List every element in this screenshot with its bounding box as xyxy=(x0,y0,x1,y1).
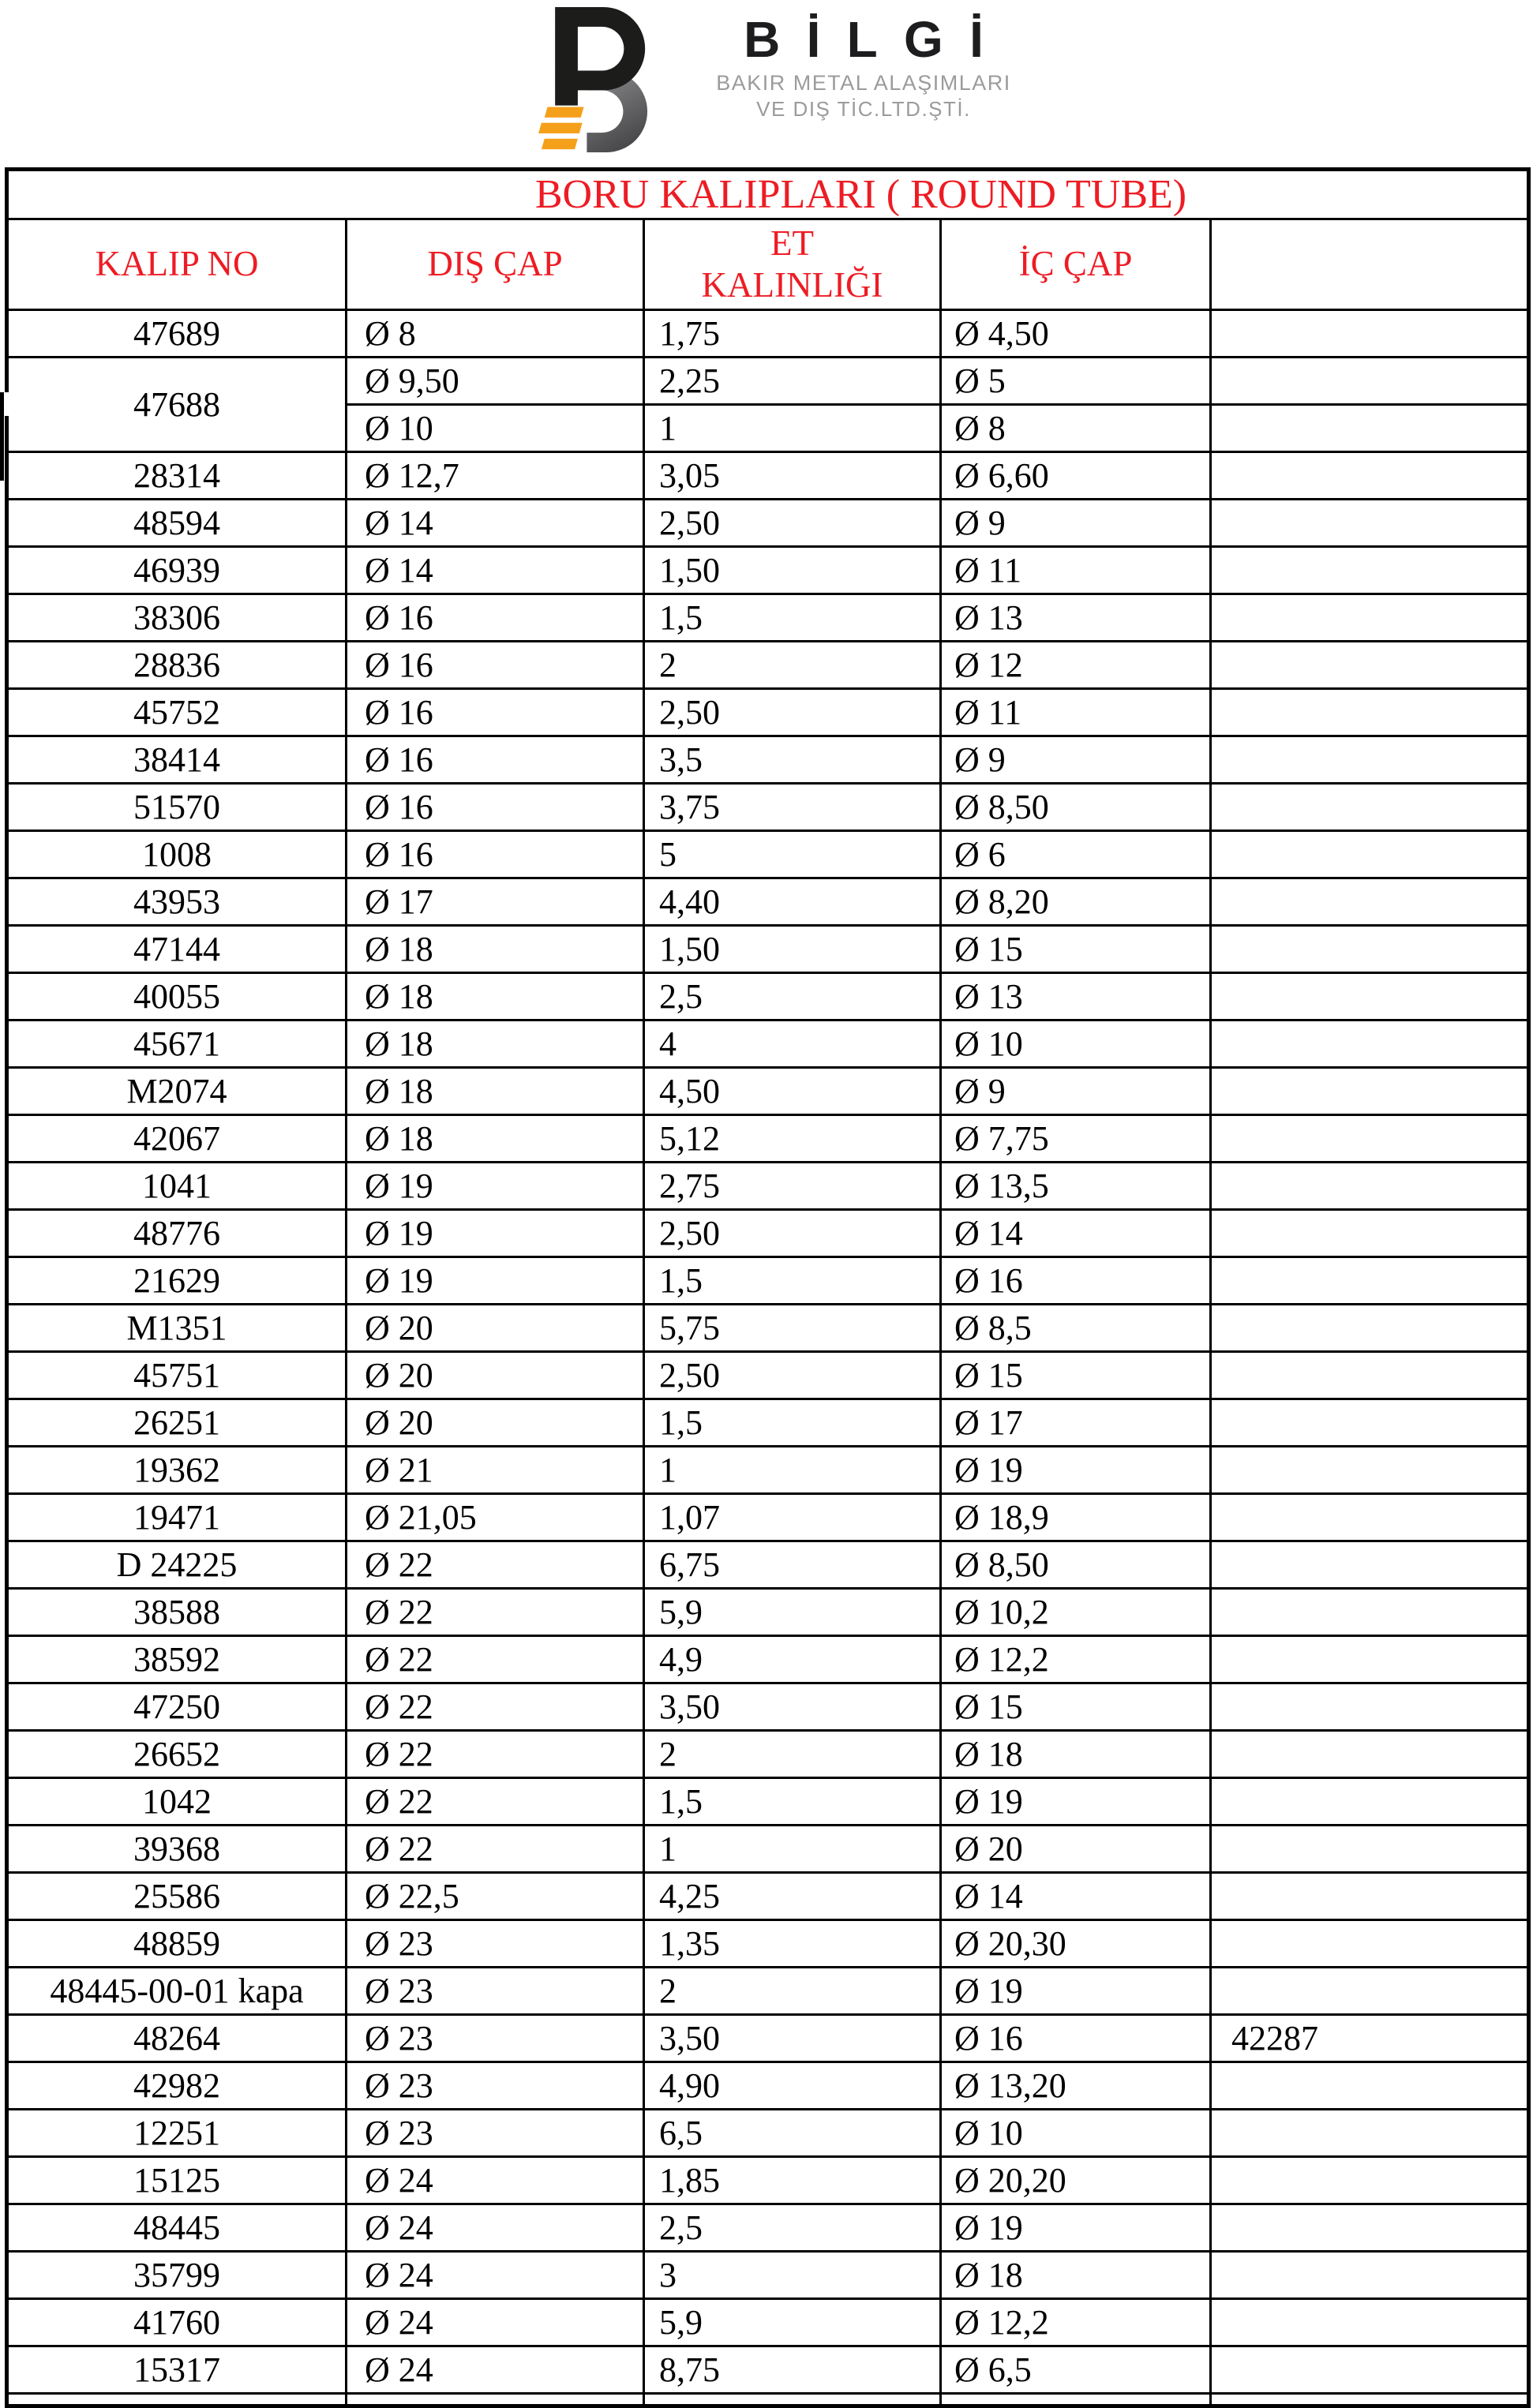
table-row xyxy=(7,1636,1529,1683)
cell-dis-cap: Ø 14 xyxy=(347,547,644,594)
cell-et-kalinligi: 2,5 xyxy=(644,973,941,1020)
cell-kalip-no: 48264 xyxy=(7,2015,347,2062)
cell-kalip-no: 35799 xyxy=(7,2252,347,2299)
table-title-row xyxy=(7,170,1529,219)
cell-dis-cap: Ø 23 xyxy=(347,2015,644,2062)
cell-et-kalinligi: 6,75 xyxy=(644,1541,941,1589)
cell-note xyxy=(1211,452,1529,500)
cell-note xyxy=(1211,926,1529,973)
cell-kalip-no: 1008 xyxy=(7,831,347,878)
brand-subtitle-line1: BAKIR METAL ALAŞIMLARI xyxy=(716,71,1011,95)
cell-kalip-no: 48776 xyxy=(7,1210,347,1257)
table-row xyxy=(7,1257,1529,1305)
table-row xyxy=(7,2346,1529,2394)
cell-kalip-no: 47689 xyxy=(7,310,347,358)
cell-kalip-no: 19362 xyxy=(7,1447,347,1494)
cell-ic-cap: Ø 6,60 xyxy=(941,452,1211,500)
cell-dis-cap: Ø 23 xyxy=(347,2062,644,2110)
cell-kalip-no: 51570 xyxy=(7,784,347,831)
cell-dis-cap: Ø 16 xyxy=(347,736,644,784)
cell-dis-cap: Ø 24 xyxy=(347,2346,644,2394)
cell-note xyxy=(1211,689,1529,736)
cell-ic-cap: Ø 8,5 xyxy=(941,1305,1211,1352)
cell-note: 42287 xyxy=(1211,2015,1529,2062)
cell-kalip-no: 1042 xyxy=(7,1778,347,1826)
cell-ic-cap: Ø 13 xyxy=(941,594,1211,642)
cell-kalip-no: 12251 xyxy=(7,2110,347,2157)
table-row xyxy=(7,547,1529,594)
table-row xyxy=(7,878,1529,926)
cell-kalip-no: 38306 xyxy=(7,594,347,642)
table-row xyxy=(7,2252,1529,2299)
table-title: BORU KALIPLARI ( ROUND TUBE) xyxy=(534,172,1187,217)
table-row xyxy=(7,1873,1529,1920)
cell-note xyxy=(1211,1257,1529,1305)
cell-empty xyxy=(644,2394,941,2406)
cell-et-kalinligi: 2,50 xyxy=(644,1352,941,1399)
cell-ic-cap: Ø 6,5 xyxy=(941,2346,1211,2394)
cell-note xyxy=(1211,1731,1529,1778)
cell-dis-cap: Ø 22,5 xyxy=(347,1873,644,1920)
table-row xyxy=(7,594,1529,642)
cell-kalip-no: 28314 xyxy=(7,452,347,500)
cell-kalip-no: 19471 xyxy=(7,1494,347,1541)
cell-et-kalinligi: 2 xyxy=(644,1968,941,2015)
cell-kalip-no: 48594 xyxy=(7,500,347,547)
cell-ic-cap: Ø 15 xyxy=(941,1352,1211,1399)
cell-note xyxy=(1211,736,1529,784)
cell-dis-cap: Ø 21 xyxy=(347,1447,644,1494)
cell-dis-cap: Ø 22 xyxy=(347,1541,644,1589)
cell-note xyxy=(1211,1210,1529,1257)
cell-kalip-no: 47688 xyxy=(7,358,347,452)
table-row xyxy=(7,1305,1529,1352)
cell-et-kalinligi: 2,50 xyxy=(644,1210,941,1257)
cell-et-kalinligi: 2,75 xyxy=(644,1163,941,1210)
cell-note xyxy=(1211,1399,1529,1447)
cell-empty xyxy=(941,2394,1211,2406)
cell-ic-cap: Ø 15 xyxy=(941,926,1211,973)
cell-dis-cap: Ø 18 xyxy=(347,973,644,1020)
cell-dis-cap: Ø 20 xyxy=(347,1399,644,1447)
table-row xyxy=(7,1115,1529,1163)
cell-note xyxy=(1211,973,1529,1020)
column-header-et-kalinligi: ET KALINLIĞI xyxy=(644,219,941,310)
table-row xyxy=(7,1826,1529,1873)
cell-kalip-no: 47144 xyxy=(7,926,347,973)
logo-text-block xyxy=(716,11,1011,121)
table-row xyxy=(7,736,1529,784)
cell-dis-cap: Ø 20 xyxy=(347,1305,644,1352)
cell-ic-cap: Ø 16 xyxy=(941,2015,1211,2062)
table-row xyxy=(7,831,1529,878)
cell-et-kalinligi: 4,90 xyxy=(644,2062,941,2110)
cell-dis-cap: Ø 16 xyxy=(347,784,644,831)
cell-et-kalinligi: 2,25 xyxy=(644,358,941,405)
table-row xyxy=(7,642,1529,689)
cell-note xyxy=(1211,1968,1529,2015)
cell-et-kalinligi: 2 xyxy=(644,1731,941,1778)
table-row xyxy=(7,1968,1529,2015)
cell-dis-cap: Ø 16 xyxy=(347,594,644,642)
cell-ic-cap: Ø 19 xyxy=(941,2204,1211,2252)
cell-note xyxy=(1211,1826,1529,1873)
cell-kalip-no: 41760 xyxy=(7,2299,347,2346)
column-header-empty xyxy=(1211,219,1529,310)
cell-dis-cap: Ø 10 xyxy=(347,405,644,452)
cell-ic-cap: Ø 14 xyxy=(941,1210,1211,1257)
cell-ic-cap: Ø 5 xyxy=(941,358,1211,405)
left-border-mark-artifact xyxy=(0,392,4,481)
round-tube-table xyxy=(5,167,1531,2408)
cell-et-kalinligi: 1,5 xyxy=(644,1399,941,1447)
cell-kalip-no: 15317 xyxy=(7,2346,347,2394)
cell-note xyxy=(1211,2299,1529,2346)
cell-dis-cap: Ø 12,7 xyxy=(347,452,644,500)
cell-note xyxy=(1211,784,1529,831)
cell-empty xyxy=(347,2394,644,2406)
cell-kalip-no: 1041 xyxy=(7,1163,347,1210)
table-header-row xyxy=(7,219,1529,310)
cell-dis-cap: Ø 18 xyxy=(347,1068,644,1115)
cell-et-kalinligi: 3,05 xyxy=(644,452,941,500)
cell-et-kalinligi: 1,35 xyxy=(644,1920,941,1968)
cell-dis-cap: Ø 19 xyxy=(347,1257,644,1305)
left-border-gap-artifact xyxy=(3,392,13,416)
cell-et-kalinligi: 2 xyxy=(644,642,941,689)
cell-ic-cap: Ø 4,50 xyxy=(941,310,1211,358)
cell-note xyxy=(1211,547,1529,594)
cell-note xyxy=(1211,1068,1529,1115)
cell-dis-cap: Ø 22 xyxy=(347,1731,644,1778)
cell-et-kalinligi: 4,9 xyxy=(644,1636,941,1683)
cell-kalip-no: 48445-00-01 kapa xyxy=(7,1968,347,2015)
cell-note xyxy=(1211,2252,1529,2299)
cell-kalip-no: 40055 xyxy=(7,973,347,1020)
cell-kalip-no: M1351 xyxy=(7,1305,347,1352)
cell-dis-cap: Ø 21,05 xyxy=(347,1494,644,1541)
brand-subtitle-line2: VE DIŞ TİC.LTD.ŞTİ. xyxy=(756,96,971,121)
cell-kalip-no: 25586 xyxy=(7,1873,347,1920)
table-row xyxy=(7,784,1529,831)
cell-note xyxy=(1211,1163,1529,1210)
cell-et-kalinligi: 3 xyxy=(644,2252,941,2299)
cell-kalip-no: 38414 xyxy=(7,736,347,784)
cell-note xyxy=(1211,831,1529,878)
cell-ic-cap: Ø 8,50 xyxy=(941,784,1211,831)
table-row xyxy=(7,1683,1529,1731)
cell-note xyxy=(1211,642,1529,689)
cell-note xyxy=(1211,1541,1529,1589)
column-header-ic-cap: İÇ ÇAP xyxy=(941,219,1211,310)
cell-et-kalinligi: 5 xyxy=(644,831,941,878)
cell-kalip-no: D 24225 xyxy=(7,1541,347,1589)
cell-dis-cap: Ø 16 xyxy=(347,642,644,689)
cell-et-kalinligi: 1,5 xyxy=(644,1778,941,1826)
cell-dis-cap: Ø 23 xyxy=(347,1920,644,1968)
cell-et-kalinligi: 1,50 xyxy=(644,547,941,594)
cell-et-kalinligi: 1,5 xyxy=(644,1257,941,1305)
cell-kalip-no: 47250 xyxy=(7,1683,347,1731)
cell-note xyxy=(1211,1683,1529,1731)
cell-dis-cap: Ø 8 xyxy=(347,310,644,358)
cell-kalip-no: 46939 xyxy=(7,547,347,594)
cell-dis-cap: Ø 23 xyxy=(347,2110,644,2157)
cell-empty xyxy=(7,2394,347,2406)
cell-ic-cap: Ø 8,50 xyxy=(941,1541,1211,1589)
cell-ic-cap: Ø 8 xyxy=(941,405,1211,452)
cell-dis-cap: Ø 22 xyxy=(347,1826,644,1873)
cell-ic-cap: Ø 6 xyxy=(941,831,1211,878)
cell-dis-cap: Ø 16 xyxy=(347,689,644,736)
table-row xyxy=(7,1731,1529,1778)
cell-note xyxy=(1211,594,1529,642)
cell-ic-cap: Ø 18 xyxy=(941,2252,1211,2299)
cell-et-kalinligi: 1,5 xyxy=(644,594,941,642)
cell-note xyxy=(1211,2062,1529,2110)
cell-dis-cap: Ø 14 xyxy=(347,500,644,547)
cell-note xyxy=(1211,2346,1529,2394)
cell-note xyxy=(1211,1778,1529,1826)
cell-kalip-no: 15125 xyxy=(7,2157,347,2204)
cell-dis-cap: Ø 18 xyxy=(347,1115,644,1163)
table-row xyxy=(7,926,1529,973)
table-row xyxy=(7,358,1529,405)
cell-kalip-no: 42982 xyxy=(7,2062,347,2110)
partial-table-row xyxy=(7,2394,1529,2406)
cell-et-kalinligi: 2,50 xyxy=(644,689,941,736)
cell-kalip-no: 28836 xyxy=(7,642,347,689)
cell-note xyxy=(1211,878,1529,926)
table-row xyxy=(7,1778,1529,1826)
cell-kalip-no: 21629 xyxy=(7,1257,347,1305)
cell-note xyxy=(1211,2110,1529,2157)
cell-dis-cap: Ø 19 xyxy=(347,1210,644,1257)
cell-kalip-no: 38588 xyxy=(7,1589,347,1636)
cell-dis-cap: Ø 18 xyxy=(347,926,644,973)
cell-note xyxy=(1211,1920,1529,1968)
cell-note xyxy=(1211,1020,1529,1068)
cell-et-kalinligi: 1 xyxy=(644,1447,941,1494)
table-row xyxy=(7,1068,1529,1115)
cell-note xyxy=(1211,1447,1529,1494)
cell-et-kalinligi: 5,9 xyxy=(644,1589,941,1636)
table-row xyxy=(7,1589,1529,1636)
cell-ic-cap: Ø 19 xyxy=(941,1968,1211,2015)
cell-et-kalinligi: 2,5 xyxy=(644,2204,941,2252)
cell-et-kalinligi: 1,85 xyxy=(644,2157,941,2204)
cell-et-kalinligi: 3,50 xyxy=(644,1683,941,1731)
cell-et-kalinligi: 1 xyxy=(644,405,941,452)
cell-kalip-no: 45751 xyxy=(7,1352,347,1399)
cell-dis-cap: Ø 17 xyxy=(347,878,644,926)
cell-ic-cap: Ø 9 xyxy=(941,500,1211,547)
table-row xyxy=(7,1541,1529,1589)
cell-kalip-no: 45671 xyxy=(7,1020,347,1068)
table-row xyxy=(7,1020,1529,1068)
cell-kalip-no: 42067 xyxy=(7,1115,347,1163)
table-row xyxy=(7,310,1529,358)
cell-et-kalinligi: 1,07 xyxy=(644,1494,941,1541)
table-row xyxy=(7,973,1529,1020)
cell-note xyxy=(1211,405,1529,452)
cell-kalip-no: 26652 xyxy=(7,1731,347,1778)
cell-dis-cap: Ø 22 xyxy=(347,1778,644,1826)
cell-dis-cap: Ø 24 xyxy=(347,2157,644,2204)
table-row xyxy=(7,689,1529,736)
table-row xyxy=(7,2299,1529,2346)
cell-ic-cap: Ø 18 xyxy=(941,1731,1211,1778)
cell-et-kalinligi: 3,5 xyxy=(644,736,941,784)
table-row xyxy=(7,1494,1529,1541)
table-row xyxy=(7,2015,1529,2062)
cell-kalip-no: 48445 xyxy=(7,2204,347,2252)
cell-et-kalinligi: 5,12 xyxy=(644,1115,941,1163)
cell-ic-cap: Ø 13 xyxy=(941,973,1211,1020)
cell-note xyxy=(1211,1352,1529,1399)
cell-et-kalinligi: 3,75 xyxy=(644,784,941,831)
cell-note xyxy=(1211,2204,1529,2252)
cell-note xyxy=(1211,2157,1529,2204)
cell-note xyxy=(1211,358,1529,405)
cell-note xyxy=(1211,1305,1529,1352)
cell-kalip-no: 39368 xyxy=(7,1826,347,1873)
cell-et-kalinligi: 1 xyxy=(644,1826,941,1873)
cell-ic-cap: Ø 17 xyxy=(941,1399,1211,1447)
brand-name: BİLGİ xyxy=(744,11,1010,68)
cell-ic-cap: Ø 11 xyxy=(941,547,1211,594)
cell-ic-cap: Ø 19 xyxy=(941,1447,1211,1494)
cell-ic-cap: Ø 9 xyxy=(941,736,1211,784)
cell-kalip-no: 43953 xyxy=(7,878,347,926)
cell-dis-cap: Ø 24 xyxy=(347,2252,644,2299)
cell-ic-cap: Ø 12,2 xyxy=(941,1636,1211,1683)
cell-ic-cap: Ø 11 xyxy=(941,689,1211,736)
cell-dis-cap: Ø 19 xyxy=(347,1163,644,1210)
cell-ic-cap: Ø 20 xyxy=(941,1826,1211,1873)
cell-kalip-no: 38592 xyxy=(7,1636,347,1683)
cell-et-kalinligi: 3,50 xyxy=(644,2015,941,2062)
cell-ic-cap: Ø 13,20 xyxy=(941,2062,1211,2110)
table-row xyxy=(7,2157,1529,2204)
bilgi-logo-icon xyxy=(522,3,703,156)
cell-dis-cap: Ø 20 xyxy=(347,1352,644,1399)
cell-ic-cap: Ø 18,9 xyxy=(941,1494,1211,1541)
table-row xyxy=(7,1352,1529,1399)
cell-ic-cap: Ø 9 xyxy=(941,1068,1211,1115)
cell-dis-cap: Ø 24 xyxy=(347,2204,644,2252)
cell-ic-cap: Ø 10,2 xyxy=(941,1589,1211,1636)
table-row xyxy=(7,1210,1529,1257)
cell-ic-cap: Ø 10 xyxy=(941,1020,1211,1068)
cell-note xyxy=(1211,1873,1529,1920)
cell-note xyxy=(1211,310,1529,358)
cell-note xyxy=(1211,1636,1529,1683)
logo-header xyxy=(0,3,1533,156)
cell-ic-cap: Ø 13,5 xyxy=(941,1163,1211,1210)
cell-et-kalinligi: 4 xyxy=(644,1020,941,1068)
cell-ic-cap: Ø 12 xyxy=(941,642,1211,689)
table-row xyxy=(7,1447,1529,1494)
cell-empty xyxy=(1211,2394,1529,2406)
cell-et-kalinligi: 1,75 xyxy=(644,310,941,358)
cell-ic-cap: Ø 20,20 xyxy=(941,2157,1211,2204)
cell-dis-cap: Ø 18 xyxy=(347,1020,644,1068)
cell-note xyxy=(1211,1589,1529,1636)
cell-et-kalinligi: 4,50 xyxy=(644,1068,941,1115)
cell-kalip-no: 26251 xyxy=(7,1399,347,1447)
cell-kalip-no: 48859 xyxy=(7,1920,347,1968)
cell-dis-cap: Ø 23 xyxy=(347,1968,644,2015)
cell-kalip-no: 45752 xyxy=(7,689,347,736)
cell-et-kalinligi: 1,50 xyxy=(644,926,941,973)
table-row xyxy=(7,1399,1529,1447)
column-header-dis-cap: DIŞ ÇAP xyxy=(347,219,644,310)
column-header-kalip-no: KALIP NO xyxy=(7,219,347,310)
cell-ic-cap: Ø 16 xyxy=(941,1257,1211,1305)
table-row xyxy=(7,1163,1529,1210)
cell-dis-cap: Ø 16 xyxy=(347,831,644,878)
cell-ic-cap: Ø 14 xyxy=(941,1873,1211,1920)
cell-ic-cap: Ø 12,2 xyxy=(941,2299,1211,2346)
cell-ic-cap: Ø 10 xyxy=(941,2110,1211,2157)
table-title-cell xyxy=(7,170,1529,219)
cell-kalip-no: M2074 xyxy=(7,1068,347,1115)
table-row xyxy=(7,2110,1529,2157)
cell-et-kalinligi: 5,9 xyxy=(644,2299,941,2346)
cell-et-kalinligi: 4,25 xyxy=(644,1873,941,1920)
cell-ic-cap: Ø 7,75 xyxy=(941,1115,1211,1163)
cell-dis-cap: Ø 22 xyxy=(347,1683,644,1731)
cell-dis-cap: Ø 22 xyxy=(347,1636,644,1683)
table-row xyxy=(7,500,1529,547)
table-row xyxy=(7,2204,1529,2252)
cell-et-kalinligi: 6,5 xyxy=(644,2110,941,2157)
cell-ic-cap: Ø 15 xyxy=(941,1683,1211,1731)
cell-note xyxy=(1211,1115,1529,1163)
cell-dis-cap: Ø 24 xyxy=(347,2299,644,2346)
cell-ic-cap: Ø 8,20 xyxy=(941,878,1211,926)
cell-note xyxy=(1211,1494,1529,1541)
cell-ic-cap: Ø 19 xyxy=(941,1778,1211,1826)
cell-note xyxy=(1211,500,1529,547)
table-row xyxy=(7,2062,1529,2110)
cell-et-kalinligi: 4,40 xyxy=(644,878,941,926)
cell-dis-cap: Ø 9,50 xyxy=(347,358,644,405)
table-row xyxy=(7,1920,1529,1968)
cell-ic-cap: Ø 20,30 xyxy=(941,1920,1211,1968)
cell-et-kalinligi: 8,75 xyxy=(644,2346,941,2394)
cell-dis-cap: Ø 22 xyxy=(347,1589,644,1636)
cell-et-kalinligi: 2,50 xyxy=(644,500,941,547)
table-row xyxy=(7,452,1529,500)
cell-et-kalinligi: 5,75 xyxy=(644,1305,941,1352)
